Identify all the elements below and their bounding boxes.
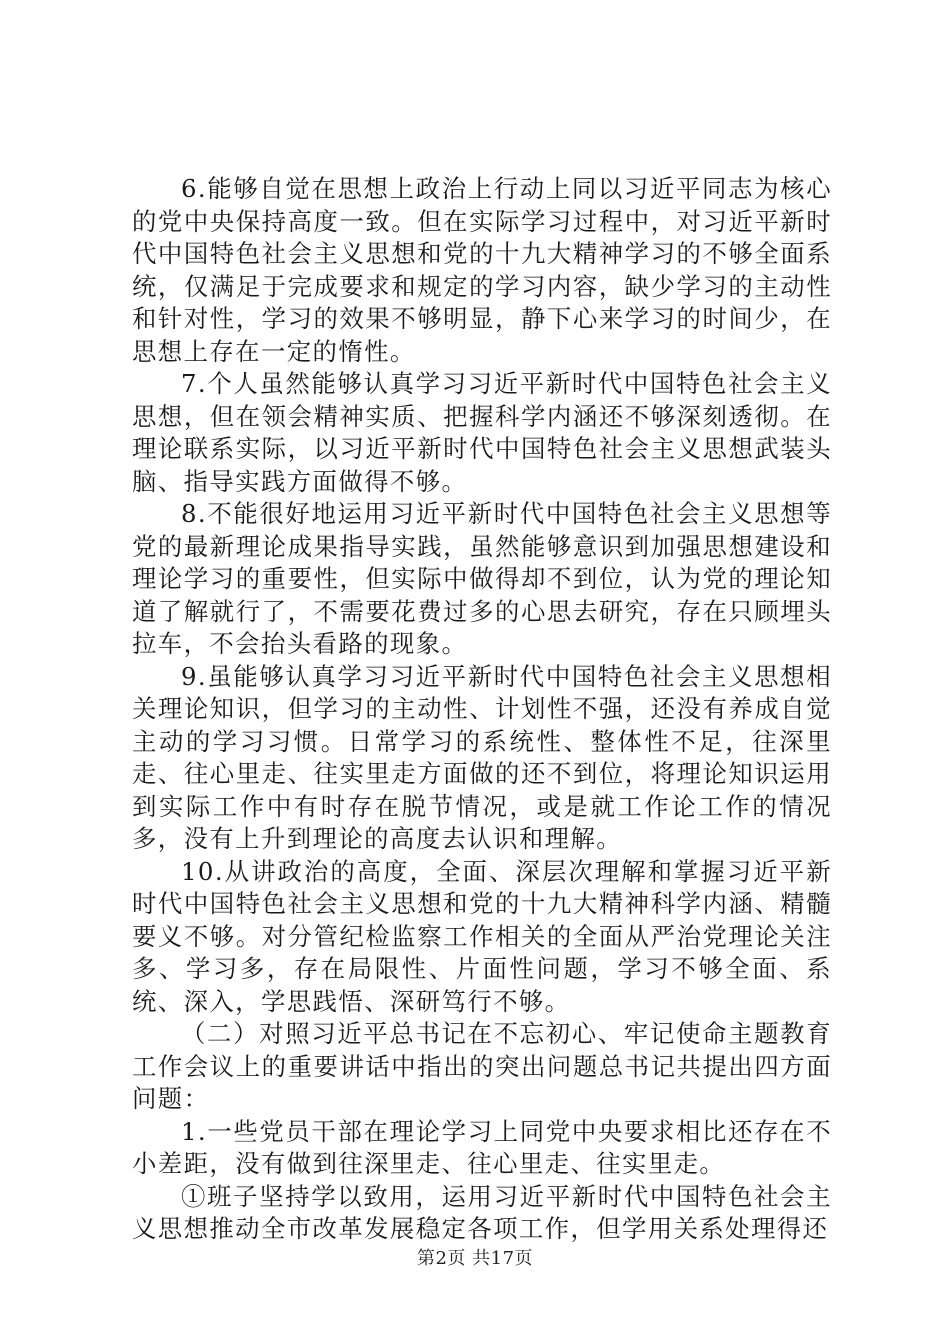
paragraph-item-9: 9.虽能够认真学习习近平新时代中国特色社会主义思想相关理论知识，但学习的主动性、计划性不强，还没有养成自觉主动的学习习惯。日常学习的系统性、整体性不足，往深里走、往心里走、往实里走方面做的还不到位，将理论知识运用到实际工作中有时存在脱节情况，或是就工作论工作的情况多，没有上升到理论的高度去认识和理解。 xyxy=(132,661,832,853)
paragraph-circled-1: ①班子坚持学以致用，运用习近平新时代中国特色社会主义思想推动全市改革发展稳定各项工作，但学用关系处理得还 xyxy=(132,1181,832,1243)
paragraph-subitem-1: 1.一些党员干部在理论学习上同党中央要求相比还存在不小差距，没有做到往深里走、往心里走、往实里走。 xyxy=(132,1116,832,1178)
paragraph-item-6: 6.能够自觉在思想上政治上行动上同以习近平同志为核心的党中央保持高度一致。但在实际学习过程中，对习近平新时代中国特色社会主义思想和党的十九大精神学习的不够全面系统，仅满足于完成要求和规定的学习内容，缺少学习的主动性和针对性，学习的效果不够明显，静下心来学习的时间少，在思想上存在一定的惰性。 xyxy=(132,174,832,366)
paragraph-item-8: 8.不能很好地运用习近平新时代中国特色社会主义思想等党的最新理论成果指导实践，虽然能够意识到加强思想建设和理论学习的重要性，但实际中做得却不到位，认为党的理论知道了解就行了，不需要花费过多的心思去研究，存在只顾埋头拉车，不会抬头看路的现象。 xyxy=(132,499,832,658)
section-heading-two: （二）对照习近平总书记在不忘初心、牢记使命主题教育工作会议上的重要讲话中指出的突出问题总书记共提出四方面问题： xyxy=(132,1019,832,1113)
page-footer: 第2页 共17页 xyxy=(416,1248,534,1269)
paragraph-item-7: 7.个人虽然能够认真学习习近平新时代中国特色社会主义思想，但在领会精神实质、把握科学内涵还不够深刻透彻。在理论联系实际，以习近平新时代中国特色社会主义思想武装头脑、指导实践方面做得不够。 xyxy=(132,369,832,496)
document-body xyxy=(132,173,832,1246)
paragraph-item-10: 10.从讲政治的高度，全面、深层次理解和掌握习近平新时代中国特色社会主义思想和党的十九大精神科学内涵、精髓要义不够。对分管纪检监察工作相关的全面从严治党理论关注多、学习多，存在局限性、片面性问题，学习不够全面、系统、深入，学思践悟、深研笃行不够。 xyxy=(132,856,832,1016)
